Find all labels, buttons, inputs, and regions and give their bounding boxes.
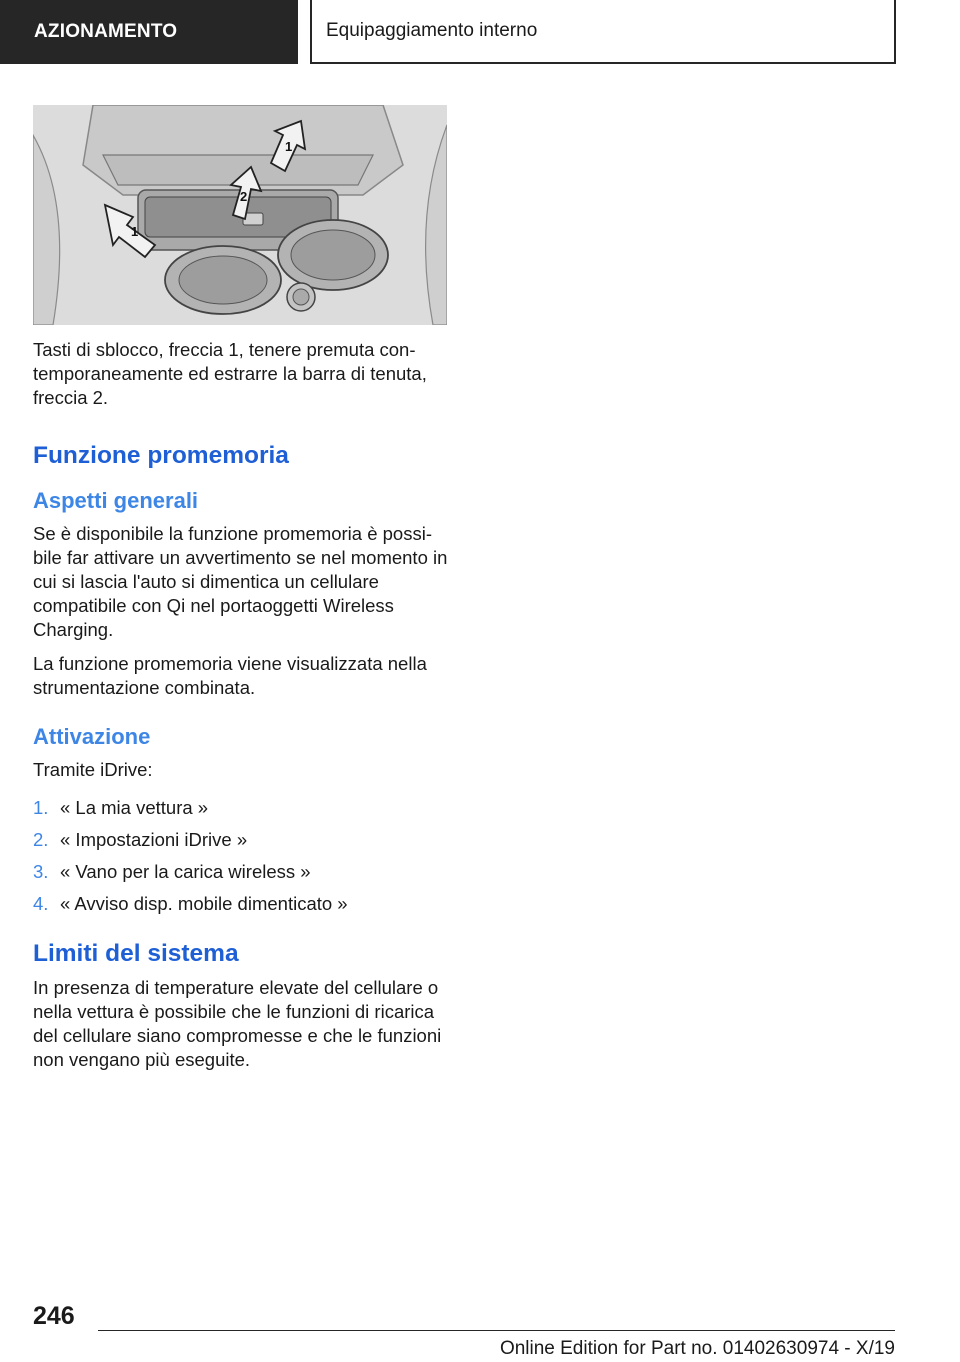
arrow-label: 1 [131,224,139,239]
general-paragraph-2: La funzione promemoria viene visualizzata nella strumentazione combinata. [33,653,427,698]
step-text: « Vano per la carica wireless » [60,861,311,882]
section-title-reminder: Funzione promemoria [33,442,289,469]
arrow-label: 2 [240,189,248,204]
subsection-title-general: Aspetti generali [33,488,199,513]
arrow-label: 1 [285,139,293,154]
list-item [33,892,453,916]
figure-caption: Tasti di sblocco, freccia 1, tenere premuta contemporaneamente ed estrarre la barra di tenuta, freccia 2. [33,339,427,408]
step-text: « La mia vettura » [60,797,209,818]
activation-steps [33,796,453,916]
subsection-title-activation: Attivazione [33,724,151,749]
list-item [33,796,453,820]
list-item [33,860,453,884]
footer-edition: Online Edition for Part no. 01402630974 - X/19 [499,1338,895,1359]
general-paragraph-1: Se è disponibile la funzione promemoria è possibile far attivare un avvertimento se nel momento in cui si lascia l'auto si dimentica un cellulare compatibile con Qi nel portaoggetti Wireless Charging. [33,523,448,640]
header-chapter-label: Equipaggiamento interno [326,20,538,41]
step-number: 2. [33,829,49,850]
console-drawing [33,105,447,325]
list-item [33,828,453,852]
step-number: 4. [33,893,49,914]
header-section-tab [0,0,298,64]
footer-rule [98,1330,895,1331]
step-text: « Impostazioni iDrive » [60,829,248,850]
section-title-limits: Limiti del sistema [33,940,239,967]
limits-paragraph: In presenza di temperature elevate del cellulare o nella vettura è possibile che le funzioni di ricarica del cellulare siano compromesse e che le funzioni non vengano più eseguite. [33,977,442,1070]
page-number: 246 [33,1302,75,1330]
activation-intro: Tramite iDrive: [33,759,153,780]
header-chapter-box [310,0,896,64]
header-section-label: AZIONAMENTO [34,21,178,42]
content-column [33,338,453,1072]
step-text: « Avviso disp. mobile dimenticato » [60,893,348,914]
console-illustration [33,105,447,325]
step-number: 3. [33,861,49,882]
step-number: 1. [33,797,49,818]
